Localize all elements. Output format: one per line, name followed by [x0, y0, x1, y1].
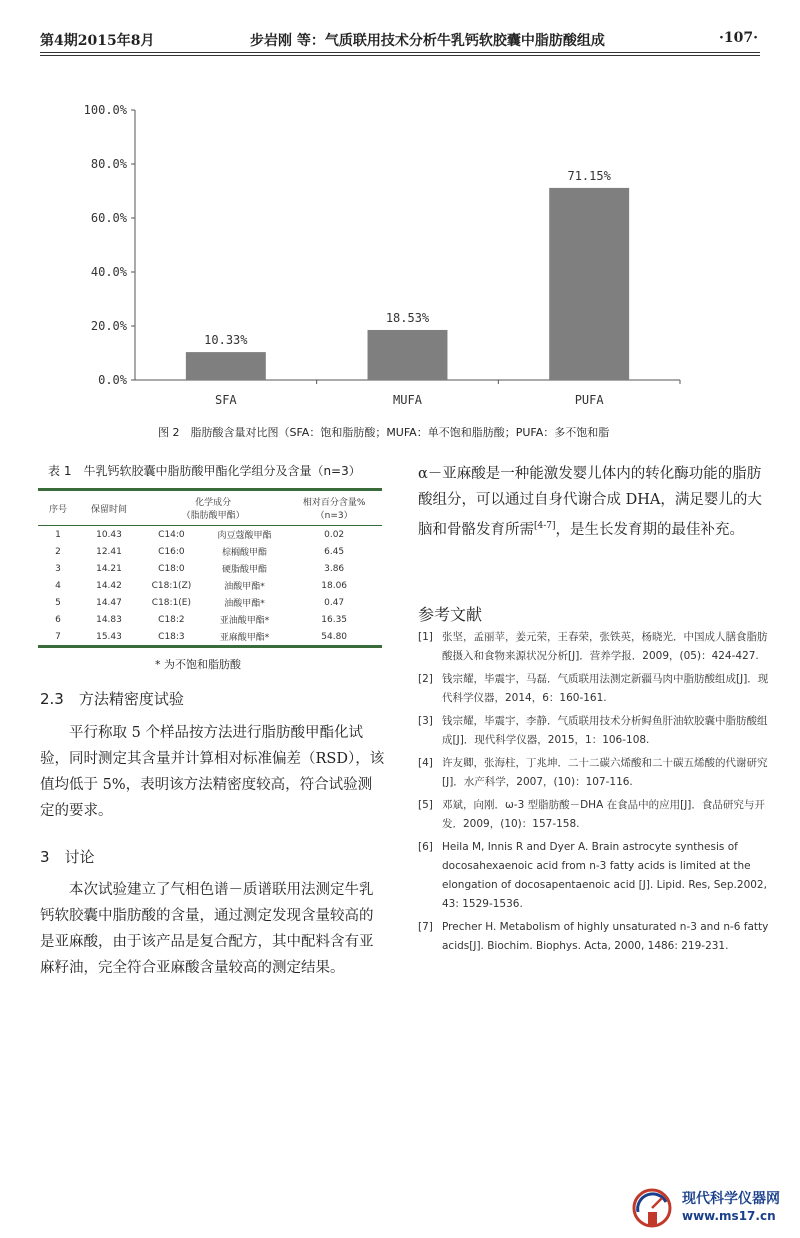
bar-pufa	[549, 188, 629, 380]
row-index: 7	[55, 631, 61, 642]
fatty-acid-table	[38, 488, 382, 648]
row-formula: C18:1(Z)	[151, 580, 192, 591]
row-index: 5	[55, 597, 61, 608]
bar-value-label: 71.15%	[567, 168, 611, 183]
col-header-percent: 相对百分含量% （n=3）	[302, 498, 366, 521]
watermark-url: www.ms17.cn	[682, 1209, 776, 1223]
alpha-text: α－亚麻酸是一种能激发婴儿体内的转化酶功能的脂肪酸组分，可以通过自身代谢合成 DHA，满足婴儿的大脑和骨骼发育所需	[418, 466, 762, 538]
row-index: 6	[55, 614, 61, 625]
header-rule-top	[40, 52, 760, 53]
table-row	[38, 526, 382, 544]
reference-text: 钱宗耀，毕震宇，李静．气质联用技术分析鲟鱼肝油软胶囊中脂肪酸组成[J]．现代科学仪器，2015，1：106-108.	[442, 715, 768, 746]
row-ester-name: 油酸甲酯*	[224, 582, 265, 592]
row-formula: C18:3	[158, 631, 185, 642]
row-retention-time: 14.47	[96, 597, 122, 608]
row-percent: 0.47	[324, 597, 345, 608]
reference-item	[418, 670, 773, 708]
row-ester-name: 肉豆蔻酸甲酯	[217, 531, 272, 541]
table-title: 表 1 牛乳钙软胶囊中脂肪酸甲酯化学组分及含量（n=3）	[48, 464, 361, 478]
journal-issue: 第4期2015年8月	[40, 33, 155, 49]
row-ester-name: 油酸甲酯*	[224, 599, 265, 609]
x-tick-label: SFA	[214, 393, 237, 407]
row-percent: 0.02	[324, 529, 345, 540]
header-rule-bottom	[40, 55, 760, 56]
row-ester-name: 棕榈酸甲酯	[222, 548, 268, 558]
reference-number: [7]	[418, 921, 433, 933]
y-tick-label: 60.0%	[90, 211, 127, 225]
row-formula: C16:0	[158, 546, 185, 557]
y-tick-label: 80.0%	[90, 157, 127, 171]
running-title: 步岩刚 等：气质联用技术分析牛乳钙软胶囊中脂肪酸组成	[250, 33, 605, 49]
precision-paragraph: 平行称取 5 个样品按方法进行脂肪酸甲酯化试验，同时测定其含量并计算相对标准偏差（RSD），该值均低于 5%，表明该方法精密度较高，符合试验测定的要求。	[40, 725, 385, 819]
reference-item	[418, 754, 773, 792]
page-number: ·107·	[719, 30, 758, 46]
reference-text: Precher H. Metabolism of highly unsaturated n-3 and n-6 fatty acids[J]. Biochim. Biophys. Acta, 2000, 1486: 219-231.	[442, 921, 769, 952]
site-watermark	[628, 1182, 798, 1234]
table-row	[38, 628, 382, 647]
row-index: 4	[55, 580, 61, 591]
row-percent: 54.80	[321, 631, 348, 642]
row-index: 2	[55, 546, 61, 557]
table-row	[38, 611, 382, 628]
col-header-retention-time: 保留时间	[90, 504, 127, 515]
row-retention-time: 15.43	[96, 631, 122, 642]
row-index: 3	[55, 563, 61, 574]
bar-value-label: 10.33%	[204, 333, 248, 348]
reference-text: 邓斌，向刚．ω-3 型脂肪酸－DHA 在食品中的应用[J]．食品研究与开发．2009，(10)：157-158.	[442, 799, 765, 830]
table-row	[38, 594, 382, 611]
row-formula: C14:0	[158, 529, 185, 540]
reference-number: [3]	[418, 715, 433, 727]
reference-text: Heila M, Innis R and Dyer A. Brain astrocyte synthesis of docosahexaenoic acid from n-3 fatty acids is limited at the elongation of docosapentaenoic acid [J]. Lipid. Res, Sep.2002, 43: 1529-1536.	[442, 841, 767, 910]
row-percent: 18.06	[321, 580, 348, 591]
row-retention-time: 10.43	[96, 529, 122, 540]
row-formula: C18:1(E)	[151, 597, 192, 608]
reference-number: [6]	[418, 841, 433, 853]
y-tick-label: 0.0%	[98, 373, 127, 387]
col-header-component: 化学成分 （脂肪酸甲酯）	[181, 498, 245, 521]
table-note: * 为不饱和脂肪酸	[155, 658, 241, 671]
gauge-logo-icon	[628, 1182, 678, 1232]
reference-number: [1]	[418, 631, 433, 643]
alpha-tail: ，是生长发育期的最佳补充。	[555, 521, 745, 538]
table-row	[38, 560, 382, 577]
y-tick-label: 100.0%	[83, 103, 127, 117]
reference-text: 许友卿，张海柱，丁兆坤．二十二碳六烯酸和二十碳五烯酸的代谢研究[J]．水产科学，2007，(10)：107-116.	[442, 757, 768, 788]
row-index: 1	[55, 529, 61, 540]
reference-number: [4]	[418, 757, 433, 769]
section-3-heading: 3 讨论	[40, 848, 95, 866]
reference-number: [2]	[418, 673, 433, 685]
bar-mufa	[368, 330, 448, 380]
row-retention-time: 14.83	[96, 614, 122, 625]
row-formula: C18:2	[158, 614, 185, 625]
reference-text: 张坚，孟丽苹，姜元荣，王春荣，张铁英，杨晓光．中国成人膳食脂肪酸摄入和食物来源状况分析[J]．营养学报．2009，(05)：424-427.	[442, 631, 768, 662]
alpha-linolenic-paragraph	[418, 461, 768, 543]
reference-item	[418, 796, 773, 834]
bar-value-label: 18.53%	[385, 310, 430, 325]
reference-item	[418, 628, 773, 666]
row-ester-name: 硬脂酸甲酯	[222, 565, 268, 575]
reference-item	[418, 838, 773, 914]
row-retention-time: 14.42	[96, 580, 122, 591]
references-heading: 参考文献	[418, 605, 483, 624]
y-tick-label: 40.0%	[90, 265, 127, 279]
watermark-title: 现代科学仪器网	[682, 1191, 780, 1207]
reference-item	[418, 712, 773, 750]
reference-number: [5]	[418, 799, 433, 811]
references-list	[418, 628, 773, 960]
row-percent: 6.45	[324, 546, 345, 557]
row-ester-name: 亚油酸甲酯*	[219, 616, 270, 626]
fatty-acid-bar-chart	[60, 90, 780, 420]
reference-item	[418, 918, 773, 956]
row-percent: 16.35	[321, 614, 348, 625]
row-retention-time: 12.41	[96, 546, 122, 557]
table-row	[38, 577, 382, 594]
y-tick-label: 20.0%	[90, 319, 127, 333]
table-header-row	[38, 490, 382, 526]
reference-text: 钱宗耀，毕震宇，马磊．气质联用法测定新疆马肉中脂肪酸组成[J]．现代科学仪器，2014，6：160-161.	[442, 673, 769, 704]
discussion-paragraph: 本次试验建立了气相色谱－质谱联用法测定牛乳钙软胶囊中脂肪酸的含量，通过测定发现含量较高的是亚麻酸，由于该产品是复合配方，其中配料含有亚麻籽油，完全符合亚麻酸含量较高的测定结果。	[40, 882, 374, 976]
row-formula: C18:0	[158, 563, 185, 574]
table-row	[38, 543, 382, 560]
x-tick-label: MUFA	[393, 393, 422, 407]
row-ester-name: 亚麻酸甲酯*	[219, 633, 270, 643]
section-2-3-heading: 2.3 方法精密度试验	[40, 690, 184, 708]
row-retention-time: 14.21	[96, 563, 122, 574]
bar-sfa	[186, 352, 266, 380]
col-header-index: 序号	[48, 504, 67, 515]
row-percent: 3.86	[324, 563, 345, 574]
alpha-citation: [4-7]	[534, 521, 556, 531]
figure-caption: 图 2 脂肪酸含量对比图（SFA：饱和脂肪酸；MUFA：单不饱和脂肪酸；PUFA：多不饱和脂	[158, 426, 610, 439]
x-tick-label: PUFA	[574, 393, 604, 407]
